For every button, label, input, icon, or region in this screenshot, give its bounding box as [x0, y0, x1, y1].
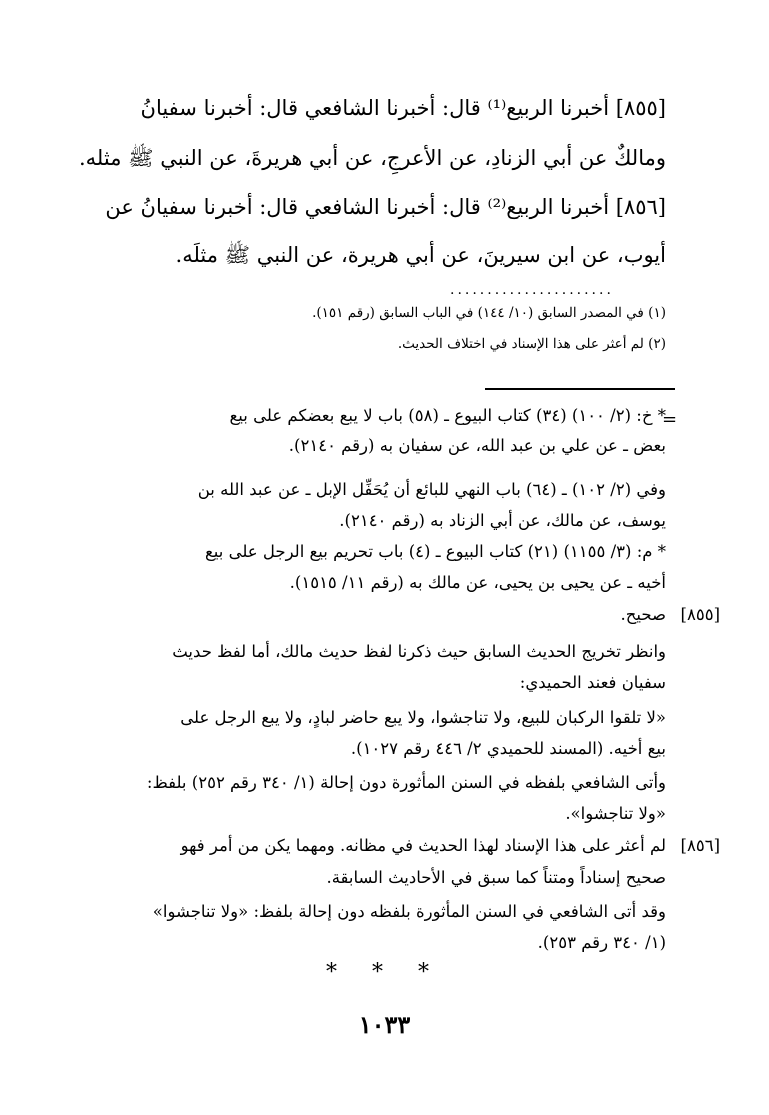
apparatus-line: يوسف، عن مالك، عن أبي الزناد به (رقم ٢١٤٠). — [339, 511, 666, 530]
ref-tag-856: [٨٥٦] — [680, 836, 720, 855]
apparatus-line: وقد أتى الشافعي في السنن المأثورة بلفظه دون إحالة بلفظ: «ولا تناجشوا» — [152, 902, 666, 921]
hadith-856-line-1: [٨٥٦] أخبرنا الربيع⁽²⁾ قال: أخبرنا الشافعي قال: أخبرنا سفيانُ عن — [105, 195, 666, 219]
apparatus-divider — [485, 388, 675, 390]
apparatus-line: لم أعثر على هذا الإسناد لهذا الحديث في مظانه. ومهما يكن من أمر فهو — [180, 836, 666, 855]
hadith-855-line-2: ومالكٌ عن أبي الزنادِ، عن الأعرجِ، عن أبي هريرةَ، عن النبي ﷺ مثله. — [79, 146, 666, 170]
continuation-mark: = — [662, 409, 678, 430]
apparatus-line: * م: (٣/ ١١٥٥) (٢١) كتاب البيوع ـ (٤) باب تحريم بيع الرجل على بيع — [204, 542, 666, 561]
apparatus-line: (١/ ٣٤٠ رقم ٢٥٣). — [537, 933, 666, 952]
hadith-855-line-1: [٨٥٥] أخبرنا الربيع⁽¹⁾ قال: أخبرنا الشافعي قال: أخبرنا سفيانُ — [140, 96, 666, 120]
apparatus-line: سفيان فعند الحميدي: — [519, 673, 666, 692]
apparatus-line: «لا تلقوا الركبان للبيع، ولا تناجشوا، ولا يبع حاضر لبادٍ، ولا يبع الرجل على — [180, 708, 666, 727]
hadith-856-line-2: أيوب، عن ابن سيرينَ، عن أبي هريرة، عن النبي ﷺ مثلَه. — [175, 243, 666, 267]
apparatus-line: بعض ـ عن علي بن عبد الله، عن سفيان به (رقم ٢١٤٠). — [288, 436, 666, 455]
footnote-2: (٢) لم أعثر على هذا الإسناد في اختلاف الحديث. — [397, 336, 666, 352]
apparatus-line: صحيح. — [620, 605, 666, 624]
apparatus-line: أخيه ـ عن يحيى بن يحيى، عن مالك به (رقم ١١/ ١٥١٥). — [289, 573, 666, 592]
apparatus-line: وأتى الشافعي بلفظه في السنن المأثورة دون إحالة (١/ ٣٤٠ رقم ٢٥٢) بلفظ: — [146, 773, 666, 792]
ref-tag-855: [٨٥٥] — [680, 605, 720, 624]
apparatus-line: وانظر تخريج الحديث السابق حيث ذكرنا لفظ حديث مالك، أما لفظ حديث — [172, 642, 666, 661]
page-number: ١٠٣٣ — [358, 1010, 411, 1039]
apparatus-line: صحيح إسناداً ومتناً كما سبق في الأحاديث السابقة. — [326, 868, 666, 887]
footnote-1: (١) في المصدر السابق (١٠/ ١٤٤) في الباب السابق (رقم ١٥١). — [312, 305, 666, 321]
section-end-stars: * * * — [326, 960, 443, 985]
apparatus-line: بيع أخيه. (المسند للحميدي ٢/ ٤٤٦ رقم ١٠٢٧). — [350, 739, 666, 758]
footnote-separator: ...................... — [450, 282, 614, 298]
apparatus-line: «ولا تناجشوا». — [565, 804, 666, 823]
apparatus-line: * خ: (٢/ ١٠٠) (٣٤) كتاب البيوع ـ (٥٨) باب لا يبع بعضكم على بيع — [229, 406, 666, 425]
apparatus-line: وفي (٢/ ١٠٢) ـ (٦٤) باب النهي للبائع أن يُحَفِّل الإبل ـ عن عبد الله بن — [197, 480, 666, 499]
